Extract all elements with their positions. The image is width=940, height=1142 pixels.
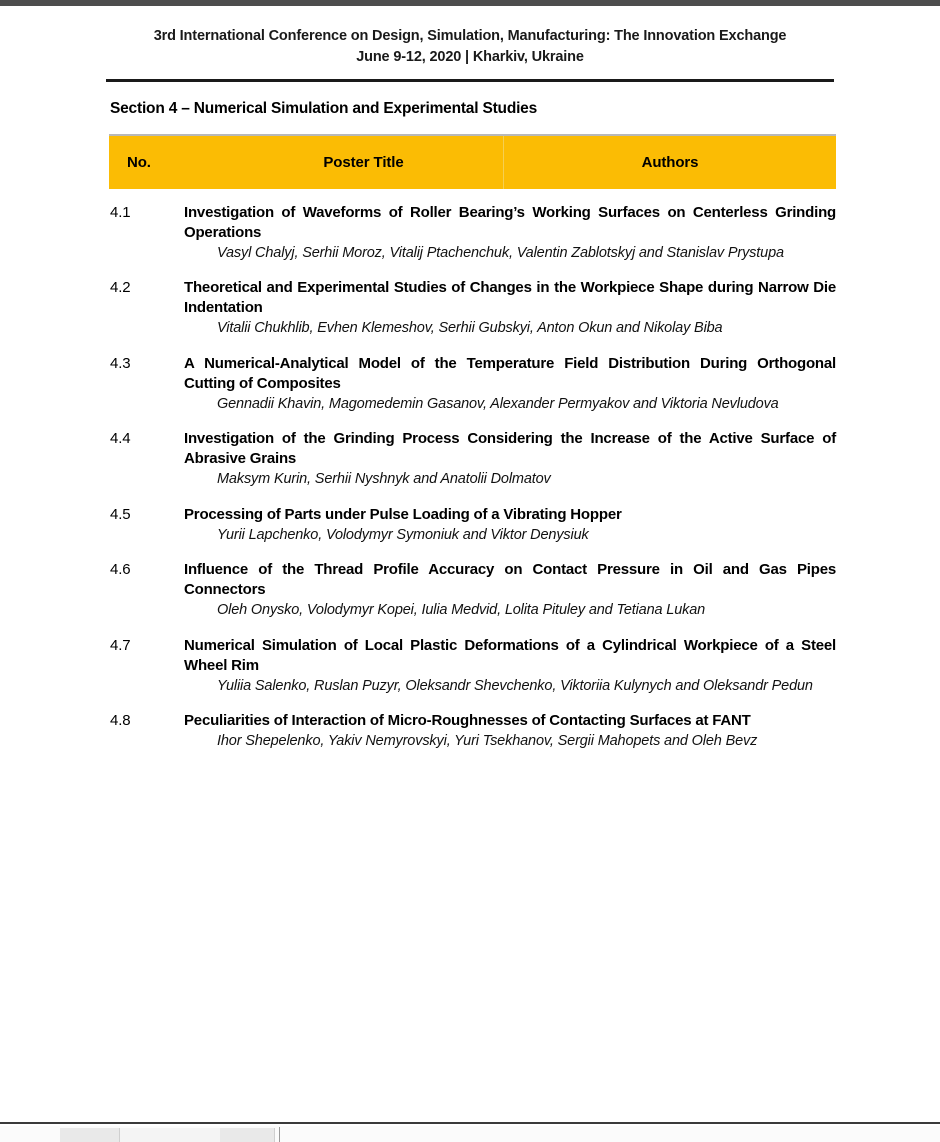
table-row — [110, 354, 836, 414]
poster-table-header-wrap — [0, 134, 940, 189]
poster-entry-list — [0, 203, 940, 752]
column-header-poster-title: Poster Title — [224, 136, 504, 189]
entry-body — [184, 505, 836, 546]
entry-authors: Oleh Onysko, Volodymyr Kopei, Iulia Medvid, Lolita Pituley and Tetiana Lukan — [217, 602, 706, 619]
entry-number: 4.8 — [110, 712, 131, 730]
header-divider-rule — [106, 79, 834, 82]
document-page — [0, 6, 940, 1116]
table-row — [110, 711, 836, 752]
entry-title: Processing of Parts under Pulse Loading of a Vibrating Hopper — [184, 505, 622, 523]
table-row — [110, 278, 836, 338]
window-bottom-bar — [0, 1122, 940, 1140]
entry-title: Investigation of Waveforms of Roller Bearing’s Working Surfaces on Centerless Grinding Operations — [184, 204, 836, 241]
entry-body — [184, 278, 836, 338]
table-row — [110, 203, 836, 263]
entry-body — [184, 203, 836, 263]
entry-title: Theoretical and Experimental Studies of Changes in the Workpiece Shape during Narrow Die Indentation — [184, 279, 836, 317]
entry-number: 4.3 — [110, 354, 131, 372]
entry-title: Peculiarities of Interaction of Micro-Roughnesses of Contacting Surfaces at FANT — [184, 712, 751, 730]
section-title: Section 4 – Numerical Simulation and Experimental Studies — [110, 100, 538, 118]
entry-authors: Maksym Kurin, Serhii Nyshnyk and Anatolii Dolmatov — [217, 471, 551, 488]
entry-number: 4.1 — [110, 204, 131, 222]
entry-body — [184, 711, 836, 752]
poster-table-header-row — [109, 136, 836, 189]
entry-number: 4.2 — [110, 279, 131, 297]
entry-number: 4.6 — [110, 561, 131, 579]
entry-body — [184, 354, 836, 414]
entry-title: Numerical Simulation of Local Plastic Deformations of a Cylindrical Workpiece of a Steel Wheel Rim — [184, 636, 836, 674]
table-row — [110, 636, 836, 696]
entry-body — [184, 636, 836, 696]
entry-number: 4.7 — [110, 636, 131, 654]
conference-date-location-line: June 9-12, 2020 | Kharkiv, Ukraine — [356, 49, 584, 66]
entry-authors: Vasyl Chalyj, Serhii Moroz, Vitalij Ptachenchuk, Valentin Zablotskyj and Stanislav Prystupa — [217, 244, 784, 261]
entry-title: Influence of the Thread Profile Accuracy on Contact Pressure in Oil and Gas Pipes Connectors — [184, 561, 836, 599]
column-header-no: No. — [127, 154, 151, 172]
column-header-authors: Authors — [641, 154, 699, 172]
entry-body — [184, 560, 836, 620]
table-row — [110, 429, 836, 489]
conference-header — [0, 6, 940, 68]
entry-number: 4.5 — [110, 505, 131, 523]
entry-authors: Yuliia Salenko, Ruslan Puzyr, Oleksandr Shevchenko, Viktoriia Kulynych and Oleksandr Pedun — [217, 677, 813, 694]
entry-authors: Yurii Lapchenko, Volodymyr Symoniuk and Viktor Denysiuk — [217, 526, 589, 543]
entry-authors: Vitalii Chukhlib, Evhen Klemeshov, Serhii Gubskyi, Anton Okun and Nikolay Biba — [217, 320, 723, 337]
entry-body — [184, 429, 836, 489]
entry-title: A Numerical-Analytical Model of the Temperature Field Distribution During Orthogonal Cutting of Composites — [184, 354, 836, 392]
conference-title-line: 3rd International Conference on Design, Simulation, Manufacturing: The Innovation Exchange — [153, 28, 787, 44]
entry-authors: Ihor Shepelenko, Yakiv Nemyrovskyi, Yuri Tsekhanov, Sergii Mahopets and Oleh Bevz — [217, 733, 758, 750]
table-row — [110, 560, 836, 620]
entry-number: 4.4 — [110, 430, 131, 448]
table-row — [110, 505, 836, 546]
entry-title: Investigation of the Grinding Process Considering the Increase of the Active Surface of Abrasive Grains — [184, 430, 836, 468]
entry-authors: Gennadii Khavin, Magomedemin Gasanov, Alexander Permyakov and Viktoria Nevludova — [217, 395, 779, 412]
